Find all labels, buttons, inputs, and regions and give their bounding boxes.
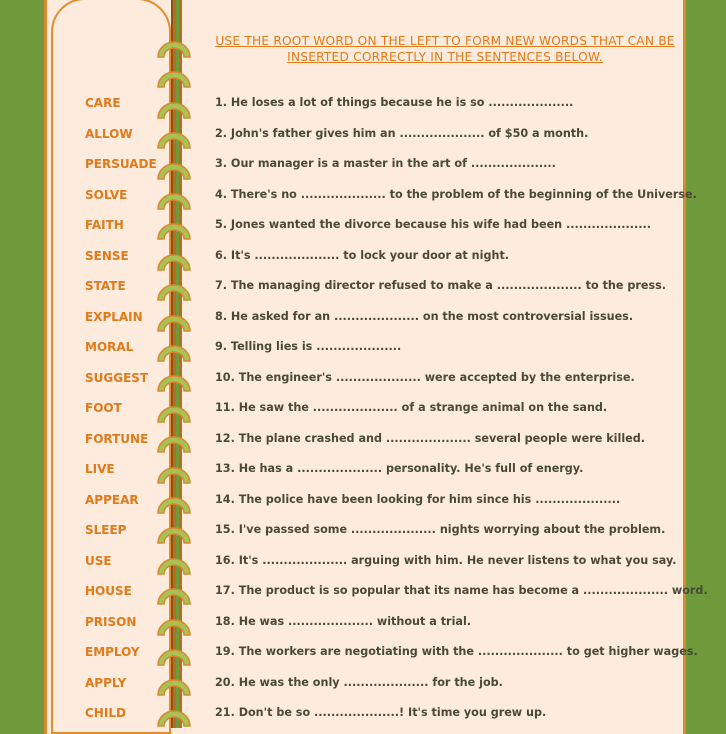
ring-icon xyxy=(156,101,192,119)
binder-ring xyxy=(156,314,192,332)
instruction-line-1: USE THE ROOT WORD ON THE LEFT TO FORM NEW WORDS THAT CAN BE xyxy=(215,34,675,48)
instruction-line-2: INSERTED CORRECTLY IN THE SENTENCES BELOW. xyxy=(287,50,603,64)
exercise-sentence: 11. He saw the .................... of a strange animal on the sand. xyxy=(215,401,608,414)
ring-icon xyxy=(156,192,192,210)
exercise-sentence: 12. The plane crashed and .................... several people were killed. xyxy=(215,431,645,445)
ring-icon xyxy=(156,314,192,332)
ring-icon xyxy=(156,587,192,605)
ring-icon xyxy=(156,435,192,453)
ring-icon xyxy=(156,466,192,484)
ring-icon xyxy=(156,678,192,696)
ring-icon xyxy=(156,131,192,149)
root-word: SOLVE xyxy=(85,187,128,202)
binder-ring xyxy=(156,131,192,149)
ring-icon xyxy=(156,648,192,666)
binder-ring xyxy=(156,587,192,605)
binder-ring xyxy=(156,40,192,58)
root-word: SLEEP xyxy=(85,523,127,537)
binder-ring xyxy=(156,70,192,88)
exercise-sentence: 6. It's .................... to lock your door at night. xyxy=(215,248,510,262)
root-word: SENSE xyxy=(85,248,129,263)
exercise-sentence: 17. The product is so popular that its name has become a .................... word. xyxy=(215,584,708,597)
binder-ring xyxy=(156,253,192,271)
exercise-sentence: 8. He asked for an .................... on the most controversial issues. xyxy=(215,309,634,323)
exercise-sentence: 16. It's .................... arguing with him. He never listens to what you say. xyxy=(215,553,677,567)
exercise-sentence: 15. I've passed some .................... nights worrying about the problem. xyxy=(215,523,666,536)
exercise-sentence: 20. He was the only .................... for the job. xyxy=(215,675,503,689)
ring-icon xyxy=(156,526,192,544)
root-word: FAITH xyxy=(85,218,124,232)
ring-icon xyxy=(156,344,192,362)
exercise-sentence: 2. John's father gives him an .................... of $50 a month. xyxy=(215,126,589,140)
binder-ring xyxy=(156,405,192,423)
ring-icon xyxy=(156,496,192,514)
instruction-title xyxy=(200,33,690,65)
exercise-sentence: 18. He was .................... without a trial. xyxy=(215,614,472,628)
exercise-sentence: 1. He loses a lot of things because he is so .................... xyxy=(215,96,574,109)
exercise-sentence: 7. The managing director refused to make a .................... to the press. xyxy=(215,279,667,292)
root-word: FORTUNE xyxy=(85,431,149,446)
root-word: LIVE xyxy=(85,462,115,476)
ring-icon xyxy=(156,374,192,392)
binder-ring xyxy=(156,709,192,727)
root-word: APPLY xyxy=(85,675,127,690)
root-word: PRISON xyxy=(85,614,137,629)
exercise-sentence: 19. The workers are negotiating with the .................... to get higher wages. xyxy=(215,645,698,658)
exercise-sentence: 5. Jones wanted the divorce because his wife had been .................... xyxy=(215,218,652,231)
exercise-sentence: 10. The engineer's .................... were accepted by the enterprise. xyxy=(215,370,635,384)
ring-icon xyxy=(156,405,192,423)
ring-icon xyxy=(156,222,192,240)
ring-icon xyxy=(156,70,192,88)
root-word: MORAL xyxy=(85,340,134,354)
exercise-sentence: 3. Our manager is a master in the art of .................... xyxy=(215,157,556,170)
binder-ring xyxy=(156,496,192,514)
root-word: EXPLAIN xyxy=(85,309,143,324)
binder-ring xyxy=(156,618,192,636)
binder-ring xyxy=(156,192,192,210)
root-word: ALLOW xyxy=(85,126,133,141)
ring-icon xyxy=(156,618,192,636)
exercise-sentence: 13. He has a .................... personality. He's full of energy. xyxy=(215,462,584,475)
ring-icon xyxy=(156,283,192,301)
ring-icon xyxy=(156,557,192,575)
ring-icon xyxy=(156,709,192,727)
exercise-sentence: 14. The police have been looking for him since his .................... xyxy=(215,492,621,506)
binder-ring xyxy=(156,162,192,180)
root-word: PERSUADE xyxy=(85,157,157,171)
exercise-sentence: 9. Telling lies is .................... xyxy=(215,340,402,353)
root-word: FOOT xyxy=(85,401,122,415)
root-word: STATE xyxy=(85,279,126,293)
root-word: CHILD xyxy=(85,706,126,720)
root-word: USE xyxy=(85,553,112,568)
binder-ring xyxy=(156,374,192,392)
exercise-sentence: 4. There's no .................... to the problem of the beginning of the Universe. xyxy=(215,187,697,201)
root-word: APPEAR xyxy=(85,492,139,507)
binder-ring xyxy=(156,435,192,453)
binder-ring xyxy=(156,466,192,484)
binder-ring xyxy=(156,648,192,666)
binder-ring xyxy=(156,526,192,544)
ring-icon xyxy=(156,40,192,58)
root-word: CARE xyxy=(85,96,121,110)
binder-ring xyxy=(156,678,192,696)
root-word: SUGGEST xyxy=(85,370,149,385)
root-word: EMPLOY xyxy=(85,645,140,659)
binder-ring xyxy=(156,283,192,301)
binder-ring xyxy=(156,101,192,119)
ring-icon xyxy=(156,162,192,180)
binder-ring xyxy=(156,557,192,575)
exercise-sentence: 21. Don't be so ....................! It's time you grew up. xyxy=(215,706,547,719)
binder-ring xyxy=(156,344,192,362)
ring-icon xyxy=(156,253,192,271)
binder-ring xyxy=(156,222,192,240)
root-word: HOUSE xyxy=(85,584,132,598)
